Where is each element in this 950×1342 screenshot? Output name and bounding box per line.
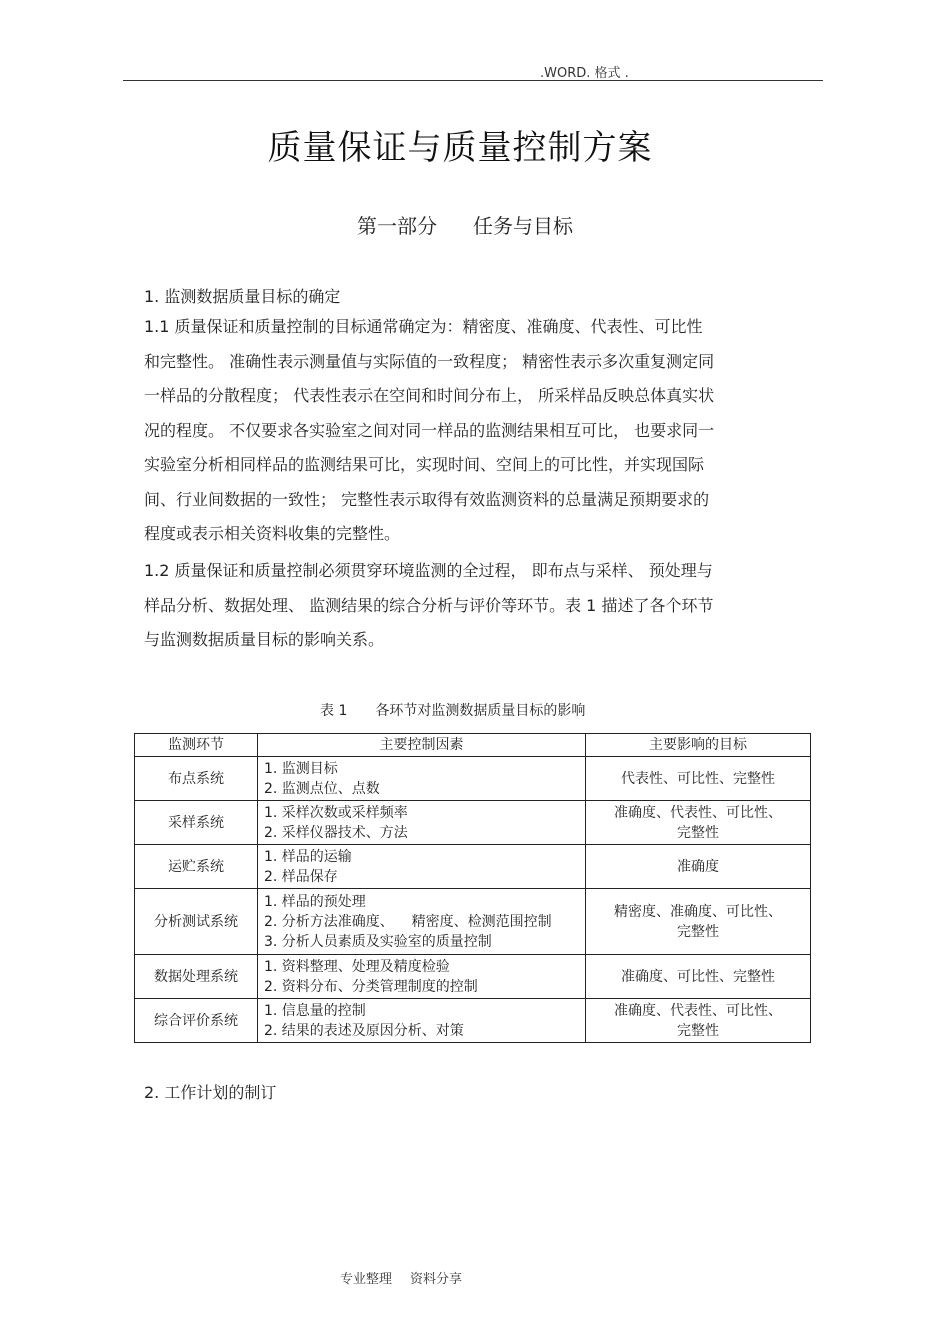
factor-item: 2. 结果的表述及原因分析、对策 — [264, 1022, 464, 1039]
factor-item: 1. 监测目标 — [264, 760, 338, 777]
paragraph-line: 况的程度。 不仅要求各实验室之间对同一样品的监测结果相互可比， 也要求同一 — [144, 420, 715, 440]
table-title: 各环节对监测数据质量目标的影响 — [375, 703, 586, 719]
table-row — [135, 955, 811, 999]
stage-cell: 分析测试系统 — [135, 889, 258, 955]
part-number: 第一部分 — [357, 214, 437, 238]
table-row — [135, 845, 811, 889]
document-title: 质量保证与质量控制方案 — [267, 128, 653, 168]
page-footer — [340, 1268, 462, 1287]
quality-impact-table — [134, 733, 811, 1043]
paragraph-line: 与监测数据质量目标的影响关系。 — [144, 630, 385, 649]
paragraph-line: 1.2 质量保证和质量控制必须贯穿环境监测的全过程， 即布点与采样、 预处理与 — [144, 561, 713, 580]
targets-cell: 准确度、可比性、完整性 — [586, 955, 811, 999]
factors-cell — [258, 999, 586, 1043]
section-1-heading: 1. 监测数据质量目标的确定 — [144, 287, 341, 306]
targets-cell: 准确度、代表性、可比性、 完整性 — [586, 999, 811, 1043]
targets-cell: 准确度、代表性、可比性、 完整性 — [586, 801, 811, 845]
paragraph-line: 程度或表示相关资料收集的完整性。 — [144, 524, 401, 543]
factor-item: 1. 采样次数或采样频率 — [264, 804, 408, 821]
factor-item: 1. 样品的预处理 — [264, 893, 366, 910]
paragraph-line: 间、行业间数据的一致性； 完整性表示取得有效监测资料的总量满足预期要求的 — [144, 489, 710, 509]
targets-cell: 准确度 — [586, 845, 811, 889]
factors-cell — [258, 801, 586, 845]
table-row — [135, 757, 811, 801]
factor-item: 2. 资料分布、分类管理制度的控制 — [264, 978, 478, 995]
factor-item: 2. 监测点位、点数 — [264, 780, 380, 797]
section-2-heading: 2. 工作计划的制订 — [144, 1083, 277, 1102]
header-rule — [123, 80, 823, 81]
paragraph-line: 1.1 质量保证和质量控制的目标通常确定为：精密度、准确度、代表性、可比性 — [144, 317, 703, 336]
factor-item: 2. 采样仪器技术、方法 — [264, 824, 408, 841]
factor-item: 1. 样品的运输 — [264, 848, 352, 865]
table-row — [135, 889, 811, 955]
factor-item: 1. 信息量的控制 — [264, 1002, 366, 1019]
part-subtitle — [0, 210, 930, 239]
table-header-row — [135, 734, 811, 757]
stage-cell: 运贮系统 — [135, 845, 258, 889]
stage-cell: 综合评价系统 — [135, 999, 258, 1043]
column-header: 主要控制因素 — [258, 734, 586, 757]
footer-right-text: 资料分享 — [410, 1272, 463, 1287]
factor-item: 3. 分析人员素质及实验室的质量控制 — [264, 933, 492, 950]
factors-cell — [258, 757, 586, 801]
page-header-text: .WORD. 格式 . — [540, 66, 629, 81]
paragraph-line: 和完整性。 准确性表示测量值与实际值的一致程度； 精密性表示多次重复测定同 — [144, 351, 715, 371]
factor-item: 1. 资料整理、处理及精度检验 — [264, 958, 450, 975]
table-caption — [320, 700, 585, 720]
paragraph-1-2 — [144, 554, 808, 658]
table-row — [135, 801, 811, 845]
column-header: 监测环节 — [135, 734, 258, 757]
stage-cell: 布点系统 — [135, 757, 258, 801]
factor-item: 2. 分析方法准确度、 精密度、检测范围控制 — [264, 913, 552, 930]
stage-cell: 数据处理系统 — [135, 955, 258, 999]
paragraph-1-1 — [144, 310, 808, 552]
targets-cell: 代表性、可比性、完整性 — [586, 757, 811, 801]
paragraph-line: 样品分析、数据处理、 监测结果的综合分析与评价等环节。表 1 描述了各个环节 — [144, 595, 714, 615]
table-number: 表 1 — [320, 703, 348, 719]
paragraph-line: 一样品的分散程度； 代表性表示在空间和时间分布上， 所采样品反映总体真实状 — [144, 386, 715, 405]
table-row — [135, 999, 811, 1043]
footer-left-text: 专业整理 — [340, 1272, 393, 1287]
factors-cell — [258, 889, 586, 955]
paragraph-line: 实验室分析相同样品的监测结果可比，实现时间、空间上的可比性，并实现国际 — [144, 455, 705, 474]
stage-cell: 采样系统 — [135, 801, 258, 845]
factor-item: 2. 样品保存 — [264, 868, 338, 885]
part-name: 任务与目标 — [473, 214, 573, 238]
targets-cell: 精密度、准确度、可比性、 完整性 — [586, 889, 811, 955]
factors-cell — [258, 845, 586, 889]
column-header: 主要影响的目标 — [586, 734, 811, 757]
factors-cell — [258, 955, 586, 999]
